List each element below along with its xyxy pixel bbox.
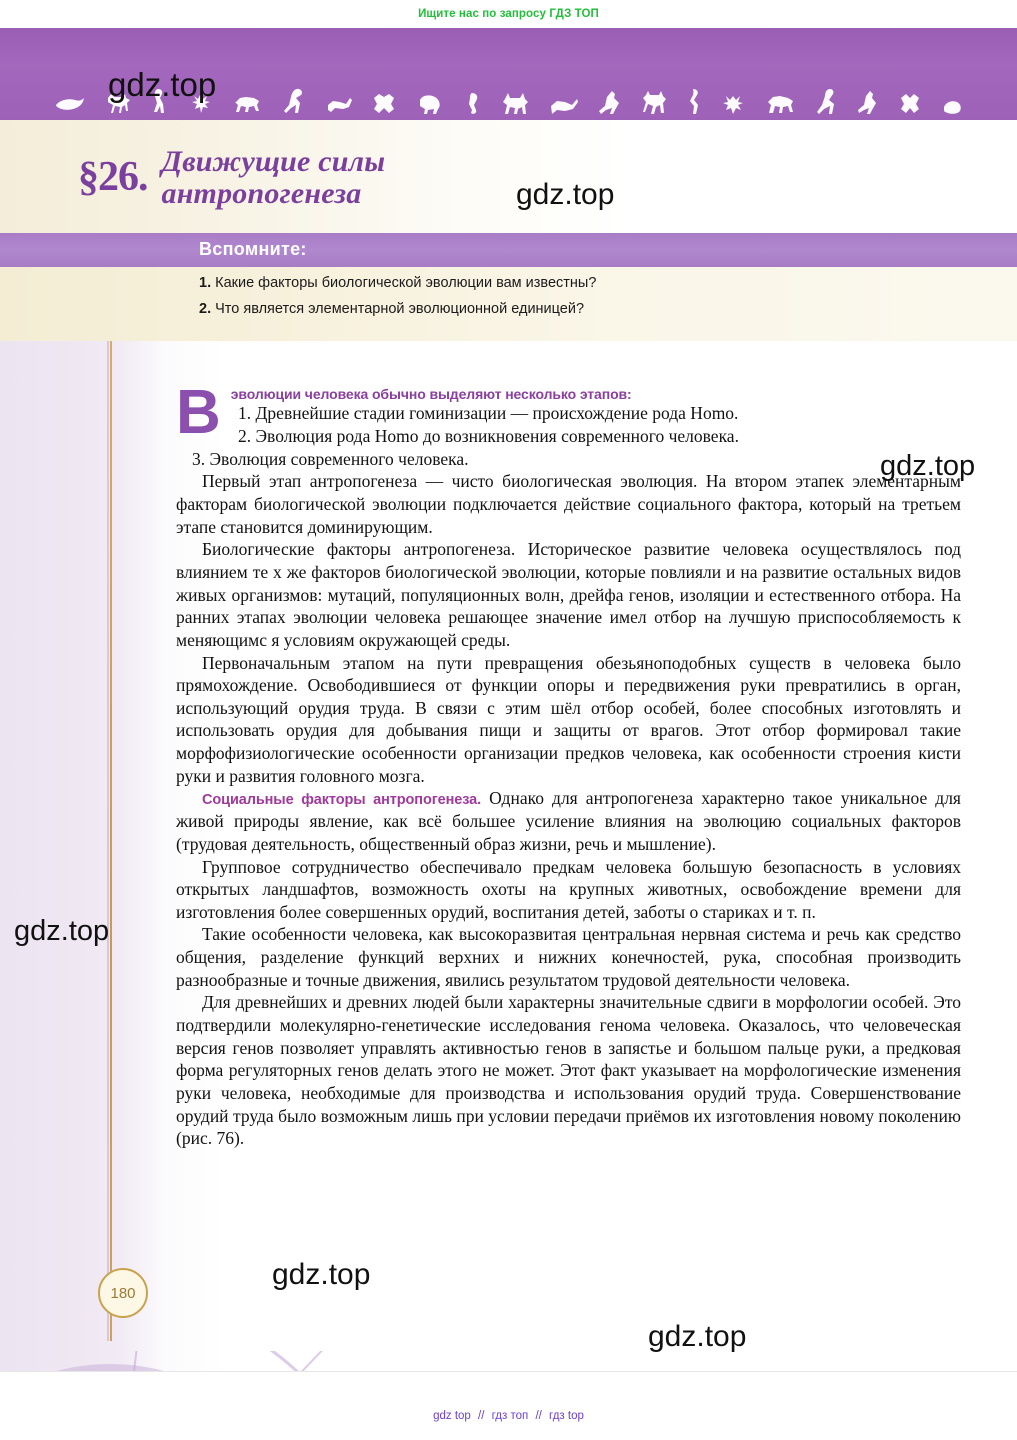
body-paragraph: Первый этап антропогенеза — чисто биологическая эволюция. На втором этапек элементарным факторам биологической эволюции подключается действие социального фактора, который на третьем этапе становится доминирующим. xyxy=(176,471,961,537)
promo-text: Ищите нас по запросу ГДЗ ТОП xyxy=(418,8,599,20)
stage-item: 3. Эволюция современного человека. xyxy=(192,448,469,469)
footer-link-1[interactable]: gdz top xyxy=(433,1410,471,1422)
giraffe-icon xyxy=(815,88,837,114)
animal-silhouette-row xyxy=(0,72,1017,114)
watermark-left: gdz.top xyxy=(14,915,110,947)
body-paragraph: Биологические факторы антропогенеза. Историческое развитие человека осуществлялось под влиянием те х же факторов биологической эволюции, которые повлияли и на развитие остальных видов живых организмов: мутаций, популяционных волн, дрейфа генов, изоляции и естественного отбора. На ранних этапах эволюции человека решающее значение имел отбор на лучшую приспособляемость к меняющимс я условиям окружающей среды. xyxy=(176,539,961,650)
footer-link-2[interactable]: гдз топ xyxy=(491,1410,529,1422)
boar-icon xyxy=(233,94,261,114)
moth-icon xyxy=(899,94,921,114)
lead-in-text: эволюции человека обычно выделяют несколько этапов: xyxy=(230,386,632,402)
spider-icon xyxy=(722,94,744,114)
body-paragraph: Такие особенности человека, как высокоразвитая центральная нервная система и речь как средство общения, разделение функций верхних и нижних конечностей, рука, способная производить разнообразные и точные движения, явились результатом трудовой деятельности человека. xyxy=(176,924,961,990)
recall-question-text: Какие факторы биологической эволюции вам известны? xyxy=(215,275,597,291)
promo-strip xyxy=(0,0,1017,28)
watermark-banner: gdz.top xyxy=(108,66,217,103)
title-line-2: антропогенеза xyxy=(161,177,362,211)
body-paragraph: Для древнейших и древних людей были характерны значительные сдвиги в морфологии особей. Это подтвердили молекулярно-генетические исследования генома человека. Оказалось, что человеческая версия генов позволяет управлять активностью генов в запястье и большом пальце руки, а предковая форма регуляторных генов делать этого не может. Этот факт указывает на морфологические изменения руки человека, необходимые для производства и использования орудий труда. Совершенствование орудий труда было возможным лишь при условии передачи приёмов их изготовления новому поколению (рис. 76). xyxy=(176,992,961,1149)
snake-icon xyxy=(687,88,701,114)
elephant-icon xyxy=(416,94,442,114)
decorative-banner xyxy=(0,28,1017,120)
bull-icon xyxy=(766,94,794,114)
watermark-mid: gdz.top xyxy=(272,1258,371,1291)
mouse-icon xyxy=(942,98,962,114)
watermark-right: gdz.top xyxy=(880,450,976,482)
butterfly-icon xyxy=(373,94,395,114)
scorpion-icon xyxy=(326,96,352,114)
body-paragraph-text: Однако для антропогенеза характерно такое уникальное для живой природы явление, как всё большее усиление влияния на эволюцию социальных факторов (трудовая деятельность, общественный образ жизни, речь и мышление). xyxy=(176,788,961,854)
stage-item: 2. Эволюция рода Homo до возникновения современного человека. xyxy=(238,425,739,446)
recall-label: Вспомните: xyxy=(199,239,307,259)
page-number-badge: 180 xyxy=(98,1268,148,1318)
rooster-icon xyxy=(599,90,621,114)
fox-icon xyxy=(106,92,132,114)
body-text-column xyxy=(176,378,961,1150)
run-in-heading: Социальные факторы антропогенеза. xyxy=(202,792,482,809)
footer-link-3[interactable]: гдз top xyxy=(549,1410,584,1422)
watermark-title: gdz.top xyxy=(516,178,615,211)
section-title-block xyxy=(0,120,1017,233)
stage-item: 1. Древнейшие стадии гоминизации — происхождение рода Homo. xyxy=(238,403,739,423)
seahorse-icon xyxy=(463,92,481,114)
lizard-icon xyxy=(550,98,578,114)
ostrich-icon xyxy=(283,88,305,114)
section-number: §26. xyxy=(78,154,148,200)
recall-question xyxy=(199,276,596,291)
recall-question-number: 2. xyxy=(199,301,212,318)
footer-separator: // xyxy=(535,1410,542,1422)
recall-questions-block xyxy=(0,267,1017,341)
recall-question-text: Что является элементарной эволюционной единицей? xyxy=(215,301,585,318)
watermark-low: gdz.top xyxy=(648,1320,747,1353)
footer-separator: // xyxy=(478,1410,485,1422)
recall-header-bar xyxy=(0,233,1017,267)
recall-question-number: 1. xyxy=(199,275,212,291)
body-paragraph: Групповое сотрудничество обеспечивало предкам человека большую безопасность в условиях открытых ландшафтов, возможность охоты на крупных животных, освобождение времени для изготовления более совершенных орудий, воспитания детей, заботы о стариках и т. п. xyxy=(176,856,961,922)
drop-cap: В xyxy=(176,378,221,447)
bird-icon xyxy=(153,88,167,114)
margin-rule-shadow xyxy=(107,341,109,1341)
beetle-icon xyxy=(188,94,212,114)
whale-icon xyxy=(55,96,85,114)
chicken-icon xyxy=(858,90,878,114)
recall-question xyxy=(199,302,596,317)
body-paragraph-social xyxy=(176,787,961,855)
page-footer xyxy=(0,1371,1017,1440)
body-paragraph: Первоначальным этапом на пути превращения обезьяноподобных существ в человека было прямохождение. Освободившиеся от функции опоры и передвижения руки превратились в орган, использующий орудия труда. В связи с этим шёл отбор особей, более способных изготовлять и использовать орудия для добывания пищи и защиты от врагов. Этот отбор формировал такие морфофизиологические особенности организации предков человека, как особенности строения кисти руки и развития головного мозга. xyxy=(176,652,961,786)
dog-icon xyxy=(502,92,528,114)
title-line-1: Движущие силы xyxy=(161,145,386,178)
cat-icon xyxy=(642,90,666,114)
page-title xyxy=(162,146,386,211)
margin-rule xyxy=(110,341,112,1341)
